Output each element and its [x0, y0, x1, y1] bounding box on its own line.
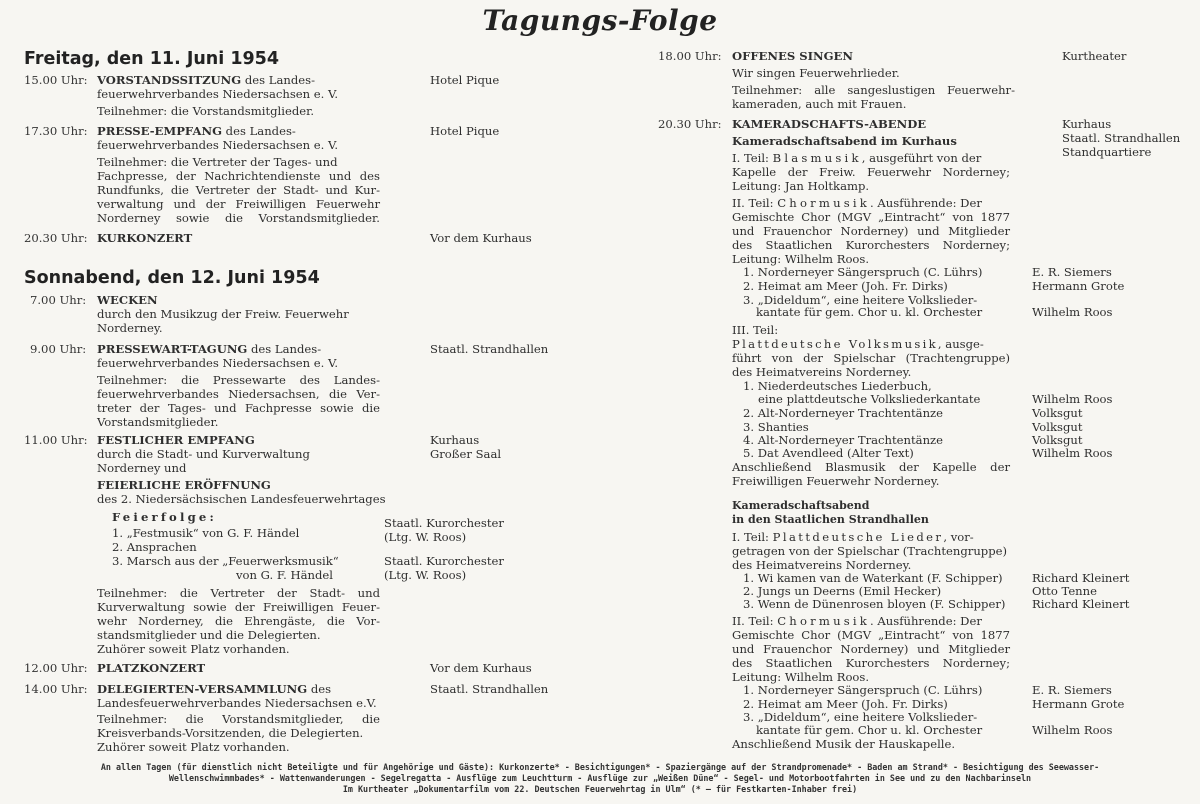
event-time: 18.00 Uhr:: [658, 49, 722, 63]
program-number: 1.: [743, 265, 755, 279]
event-title: PRESSEWART-TAGUNG: [97, 342, 248, 356]
subsection-heading: Kameradschaftsabend: [732, 499, 870, 512]
program-text-2: von G. F. Händel: [236, 568, 333, 582]
program-by: Hermann Grote: [1032, 697, 1125, 711]
event-location: Staatl. Strandhallen: [430, 682, 549, 696]
program-by: Wilhelm Roos: [1032, 723, 1113, 737]
event-line: Fachpresse, der Nachrichtendienste und des: [97, 169, 380, 183]
part-line: Anschließend Blasmusik der Kapelle der: [732, 460, 1010, 474]
event-location: Vor dem Kurhaus: [430, 661, 532, 675]
program-text: Marsch aus der „Feuerwerksmusik“: [126, 554, 339, 568]
program-text: „Dideldum“, eine heitere Volkslieder-: [757, 710, 978, 724]
program-number: 2.: [743, 406, 755, 420]
program-number: 1.: [743, 379, 755, 393]
event-title-line: [97, 73, 315, 87]
event-title: FESTLICHER EMPFANG: [97, 433, 255, 447]
program-number: 2.: [743, 279, 755, 293]
event-line: Kreisverbands-Vorsitzenden, die Delegierten.: [97, 726, 364, 740]
program-item: [743, 597, 1005, 611]
event-location: Kurhaus: [1062, 117, 1112, 131]
part-line: [732, 337, 984, 351]
program-item: [743, 433, 943, 447]
event-location: Staatl. Strandhallen: [430, 342, 549, 356]
event-line: Teilnehmer: alle sangeslustigen Feuerwehr-: [732, 83, 1015, 97]
part-text: . Ausführende: Der: [870, 614, 982, 628]
event-line: Teilnehmer: die Pressewarte des Landes-: [97, 373, 380, 387]
event-line: Landesfeuerwehrverbandes Niedersachsen e.V.: [97, 696, 377, 710]
event-location: Vor dem Kurhaus: [430, 231, 532, 245]
part-genre: Blasmusik: [772, 151, 862, 165]
program-number: 1.: [743, 683, 755, 697]
event-line: kameraden, auch mit Frauen.: [732, 97, 907, 111]
part-line: Leitung: Jan Holtkamp.: [732, 179, 870, 193]
event-title: WECKEN: [97, 293, 158, 307]
event-location: Hotel Pique: [430, 73, 500, 87]
program-performer: (Ltg. W. Roos): [384, 530, 467, 544]
event-line: Norderney.: [97, 321, 163, 335]
event-title: OFFENES SINGEN: [732, 49, 853, 63]
part-line: [732, 196, 982, 210]
event-location: Standquartiere: [1062, 145, 1152, 159]
part-line: Gemischte Chor (MGV „Eintracht“ von 1877: [732, 628, 1010, 642]
program-by: E. R. Siemers: [1032, 265, 1112, 279]
event-location: Hotel Pique: [430, 124, 500, 138]
event-title: KAMERADSCHAFTS-ABENDE: [732, 117, 927, 131]
event-line: Teilnehmer: die Vorstandsmitglieder.: [97, 104, 315, 118]
program-performer: (Ltg. W. Roos): [384, 568, 467, 582]
event-line: Zuhörer soweit Platz vorhanden.: [97, 740, 290, 754]
event-line: standsmitglieder und die Delegierten.: [97, 628, 321, 642]
event-line: wehr Norderney, die Ehrengäste, die Vor-: [97, 614, 380, 628]
program-number: 3.: [743, 293, 755, 307]
program-text: Wenn de Dünenrosen bloyen (F. Schipper): [757, 597, 1006, 611]
program-by: Richard Kleinert: [1032, 597, 1130, 611]
program-text: Niederdeutsches Liederbuch,: [757, 379, 932, 393]
event-title: VORSTANDSSITZUNG: [97, 73, 242, 87]
part-line: getragen von der Spielschar (Trachtengruppe): [732, 544, 1008, 558]
program-number: 4.: [743, 433, 755, 447]
event-line: Rundfunks, die Vertreter der Stadt- und Kur-: [97, 183, 380, 197]
event-time: 15.00 Uhr:: [24, 73, 88, 87]
event-line: Teilnehmer: die Vorstandsmitglieder, die: [97, 712, 380, 726]
event-title-suffix: des Landes-: [221, 124, 296, 138]
program-text: Norderneyer Sängerspruch (C. Lührs): [757, 265, 983, 279]
part-genre: Chormusik: [777, 196, 871, 210]
part-text: , ausge-: [937, 337, 984, 351]
program-item: [743, 584, 941, 598]
program-by: Volksgut: [1032, 433, 1083, 447]
event-time: 11.00 Uhr:: [24, 433, 88, 447]
program-item: [743, 265, 982, 279]
part-label: I. Teil:: [732, 530, 773, 544]
program-number: 5.: [743, 446, 755, 460]
day-heading-saturday: Sonnabend, den 12. Juni 1954: [24, 268, 320, 288]
program-text: Ansprachen: [126, 540, 197, 554]
event-title: KURKONZERT: [97, 231, 193, 245]
part-line: Gemischte Chor (MGV „Eintracht“ von 1877: [732, 210, 1010, 224]
event-title-line: [97, 124, 296, 138]
program-item: [112, 554, 339, 568]
program-text: Alt-Norderneyer Trachtentänze: [757, 433, 944, 447]
program-text: Alt-Norderneyer Trachtentänze: [757, 406, 944, 420]
program-text-2: eine plattdeutsche Volksliederkantate: [758, 392, 981, 406]
event-location: Großer Saal: [430, 447, 502, 461]
part-line: [732, 151, 981, 165]
program-item: [743, 420, 809, 434]
footer-line: Wellenschwimmbades* - Wattenwanderungen - Segelregatta - Ausflüge zum Leuchtturm - Ausflüge zur „Weißen Düne“ - Segel- und Motorbootfahrten in See und zu den Nachbarinseln: [168, 773, 1032, 783]
event-line: Kurverwaltung sowie der Freiwilligen Feuer-: [97, 600, 380, 614]
program-item: [743, 710, 977, 724]
event-location: Kurtheater: [1062, 49, 1127, 63]
event-title: DELEGIERTEN-VERSAMMLUNG: [97, 682, 308, 696]
program-text: Heimat am Meer (Joh. Fr. Dirks): [757, 279, 948, 293]
part-line: [732, 614, 982, 628]
program-number: 3.: [743, 710, 755, 724]
program-item: [743, 697, 948, 711]
event-time: 7.00 Uhr:: [30, 293, 87, 307]
program-by: E. R. Siemers: [1032, 683, 1112, 697]
event-line: Norderney sowie die Vorstandsmitglieder.: [97, 211, 380, 225]
program-item: [743, 446, 914, 460]
program-text: Heimat am Meer (Joh. Fr. Dirks): [757, 697, 948, 711]
program-number: 3.: [743, 597, 755, 611]
program-by: Volksgut: [1032, 406, 1083, 420]
program-text: Dat Avendleed (Alter Text): [757, 446, 914, 460]
event-title: PRESSE-EMPFANG: [97, 124, 222, 138]
program-by: Wilhelm Roos: [1032, 446, 1113, 460]
event-line: verwaltung und der Freiwilligen Feuerwehr: [97, 197, 380, 211]
event-time: 20.30 Uhr:: [24, 231, 88, 245]
part-line: und Frauenchor Norderney) und Mitglieder: [732, 642, 1010, 656]
program-text-2: kantate für gem. Chor u. kl. Orchester: [756, 723, 983, 737]
program-by: Wilhelm Roos: [1032, 305, 1113, 319]
event-time: 14.00 Uhr:: [24, 682, 88, 696]
program-by: Wilhelm Roos: [1032, 392, 1113, 406]
part-genre: Plattdeutsche Lieder: [772, 530, 944, 544]
program-number: 1.: [112, 526, 124, 540]
event-line: feuerwehrverbandes Niedersachsen e. V.: [97, 138, 339, 152]
program-number: 3.: [112, 554, 124, 568]
program-item: [743, 683, 982, 697]
program-heading: Feierfolge:: [112, 510, 217, 524]
part-line: des Staatlichen Kurorchesters Norderney;: [732, 656, 1010, 670]
program-number: 2.: [743, 697, 755, 711]
program-performer: Staatl. Kurorchester: [384, 516, 504, 530]
event-line: des 2. Niedersächsischen Landesfeuerwehrtages: [97, 492, 386, 506]
part-label: I. Teil:: [732, 151, 773, 165]
part-text: , ausgeführt von der: [861, 151, 982, 165]
program-item: [743, 279, 948, 293]
event-line: Zuhörer soweit Platz vorhanden.: [97, 642, 290, 656]
event-line: feuerwehrverbandes Niedersachsen, die Ver-: [97, 387, 380, 401]
event-time: 9.00 Uhr:: [30, 342, 87, 356]
program-text: „Dideldum“, eine heitere Volkslieder-: [757, 293, 978, 307]
event-line: Norderney und: [97, 461, 187, 475]
event-line: durch den Musikzug der Freiw. Feuerwehr: [97, 307, 349, 321]
event-title-line: [97, 342, 321, 356]
part-line: des Heimatvereins Norderney.: [732, 365, 912, 379]
program-text: Jungs un Deerns (Emil Hecker): [757, 584, 942, 598]
program-number: 2.: [743, 584, 755, 598]
subsection-heading: in den Staatlichen Strandhallen: [732, 513, 929, 526]
event-line: Vorstandsmitglieder.: [97, 415, 219, 429]
part-line: führt von der Spielschar (Trachtengruppe): [732, 351, 1010, 365]
footer-line: An allen Tagen (für dienstlich nicht Beteiligte und für Angehörige und Gäste): Kurkonzerte* - Besichtigungen* - Spaziergänge auf der Strandpromenade* - Baden am Strand* - Besichtigung des Seewasser-: [100, 762, 1100, 772]
program-by: Volksgut: [1032, 420, 1083, 434]
program-item: [743, 571, 1003, 585]
part-line: Freiwilligen Feuerwehr Norderney.: [732, 474, 940, 488]
event-line: Teilnehmer: die Vertreter der Stadt- und: [97, 586, 380, 600]
program-text: Wi kamen van de Waterkant (F. Schipper): [757, 571, 1003, 585]
event-location: Kurhaus: [430, 433, 480, 447]
part-line: Leitung: Wilhelm Roos.: [732, 670, 870, 684]
program-item: [112, 540, 197, 554]
event-line: Wir singen Feuerwehrlieder.: [732, 66, 900, 80]
event-line: treter der Tages- und Fachpresse sowie die: [97, 401, 380, 415]
part-label: II. Teil:: [732, 196, 778, 210]
program-text: „Festmusik“ von G. F. Händel: [126, 526, 300, 540]
day-heading-friday: Freitag, den 11. Juni 1954: [24, 49, 280, 69]
part-text: . Ausführende: Der: [870, 196, 982, 210]
program-by: Richard Kleinert: [1032, 571, 1130, 585]
program-item: [743, 379, 932, 393]
event-location: Staatl. Strandhallen: [1062, 131, 1181, 145]
part-genre: Plattdeutsche Volksmusik: [732, 337, 938, 351]
part-text: , vor-: [943, 530, 974, 544]
part-line: Kapelle der Freiw. Feuerwehr Norderney;: [732, 165, 1010, 179]
program-text: Norderneyer Sängerspruch (C. Lührs): [757, 683, 983, 697]
event-time: 20.30 Uhr:: [658, 117, 722, 131]
part-line: und Frauenchor Norderney) und Mitglieder: [732, 224, 1010, 238]
event-title-line: [97, 682, 331, 696]
program-text-2: kantate für gem. Chor u. kl. Orchester: [756, 305, 983, 319]
event-title: PLATZKONZERT: [97, 661, 206, 675]
program-text: Shanties: [757, 420, 809, 434]
event-time: 12.00 Uhr:: [24, 661, 88, 675]
event-line: durch die Stadt- und Kurverwaltung: [97, 447, 310, 461]
program-item: [743, 406, 943, 420]
footer-line: Im Kurtheater „Dokumentarfilm vom 22. Deutschen Feuerwehrtag in Ulm“ (* — für Festkarten-Inhaber frei): [342, 784, 858, 794]
event-title-2: FEIERLICHE ERÖFFNUNG: [97, 478, 271, 492]
event-title-suffix: des Landes-: [241, 73, 315, 87]
program-number: 2.: [112, 540, 124, 554]
part-line: Anschließend Musik der Hauskapelle.: [732, 737, 956, 751]
program-performer: Staatl. Kurorchester: [384, 554, 504, 568]
program-number: 3.: [743, 420, 755, 434]
event-line: feuerwehrverbandes Niedersachsen e. V.: [97, 87, 339, 101]
part-label: II. Teil:: [732, 614, 778, 628]
part-line: des Staatlichen Kurorchesters Norderney;: [732, 238, 1010, 252]
part-genre: Chormusik: [777, 614, 871, 628]
program-number: 1.: [743, 571, 755, 585]
event-line: feuerwehrverbandes Niedersachsen e. V.: [97, 356, 339, 370]
event-line: Teilnehmer: die Vertreter der Tages- und: [97, 155, 338, 169]
program-item: [112, 526, 299, 540]
part-line: [732, 530, 974, 544]
event-time: 17.30 Uhr:: [24, 124, 88, 138]
program-by: Otto Tenne: [1032, 584, 1097, 598]
event-title-suffix: des Landes-: [247, 342, 322, 356]
subsection-heading: Kameradschaftsabend im Kurhaus: [732, 134, 957, 148]
program-by: Hermann Grote: [1032, 279, 1125, 293]
event-title-suffix: des: [307, 682, 332, 696]
part-line: Leitung: Wilhelm Roos.: [732, 252, 870, 266]
part-line: des Heimatvereins Norderney.: [732, 558, 912, 572]
page-title: Tagungs-Folge: [482, 4, 718, 37]
part-label: III. Teil:: [732, 323, 779, 337]
